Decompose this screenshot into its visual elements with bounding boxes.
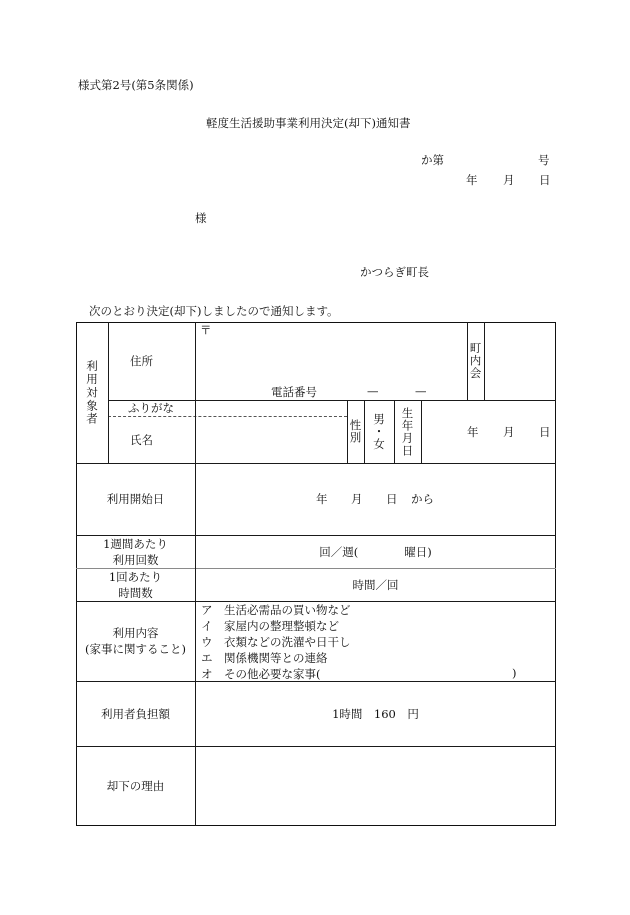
service-content-item: オ その他必要な家事( <box>201 667 321 681</box>
address-label: 住所 <box>130 354 153 368</box>
sex-label-cell <box>347 400 364 463</box>
service-content-label-line: 利用内容 <box>112 626 159 640</box>
service-content-item: エ 関係機関等との連絡 <box>201 651 328 665</box>
rejection-reason-field <box>195 746 556 826</box>
service-content-item: ア 生活必需品の買い物など <box>201 603 351 617</box>
session-hours-value-cell <box>195 568 556 601</box>
service-content-list <box>201 602 351 682</box>
weekly-count-label-line: 利用回数 <box>112 552 159 567</box>
birthdate-label: 生年月日 <box>400 406 415 457</box>
phone-label: 電話番号 <box>271 385 317 399</box>
birthdate-month: 月 <box>503 425 515 439</box>
document-number-suffix: 号 <box>538 153 550 167</box>
start-date-year: 年 <box>316 492 328 506</box>
session-hours-label-line: 時間数 <box>118 585 153 600</box>
table-vertical-rule <box>108 322 109 463</box>
session-hours-label-line: 1回あたり <box>108 569 163 584</box>
rejection-reason-label-cell <box>76 746 195 826</box>
recipient-honorific: 様 <box>195 211 207 225</box>
issue-date-month: 月 <box>503 173 515 187</box>
neighborhood-label-cell <box>467 322 484 400</box>
postal-mark: 〒 <box>200 323 212 337</box>
service-content-item: イ 家屋内の整理整頓など <box>201 619 339 633</box>
user-fee-value: 1時間 160 円 <box>332 706 419 721</box>
form-number: 様式第2号(第5条関係) <box>78 78 194 92</box>
service-content-closing-paren: ) <box>512 666 517 680</box>
start-date-label: 利用開始日 <box>106 492 165 506</box>
intro-sentence: 次のとおり決定(却下)しましたので通知します。 <box>89 304 339 318</box>
service-content-item: ウ 衣類などの洗濯や日干し <box>201 635 351 649</box>
name-label: 氏名 <box>130 433 153 447</box>
weekly-count-label-line: 1週間あたり <box>103 536 168 551</box>
furigana-label: ふりがな <box>128 401 174 415</box>
birthdate-label-cell <box>394 400 421 463</box>
sex-options-cell <box>364 400 394 463</box>
rejection-reason-label: 却下の理由 <box>106 779 165 793</box>
session-hours-value: 時間／回 <box>352 577 399 592</box>
issue-date-year: 年 <box>466 173 478 187</box>
birthdate-year: 年 <box>467 425 479 439</box>
start-date-month: 月 <box>351 492 363 506</box>
user-fee-value-cell <box>195 681 556 746</box>
session-hours-label-cell <box>76 568 195 601</box>
document-number-prefix: か第 <box>421 153 444 167</box>
name-field <box>195 400 347 463</box>
start-date-suffix: から <box>411 492 434 506</box>
sex-label: 性別 <box>348 419 363 444</box>
phone-separator: — <box>367 384 379 398</box>
birthdate-day: 日 <box>539 425 551 439</box>
sex-options: 男・女 <box>372 412 386 451</box>
issuer-name: かつらぎ町長 <box>360 265 429 279</box>
user-fee-label-cell <box>76 681 195 746</box>
phone-separator: — <box>415 384 427 398</box>
start-date-label-cell <box>76 463 195 535</box>
subject-label: 利用対象者 <box>85 359 99 426</box>
table-vertical-rule <box>421 400 422 463</box>
subject-label-cell <box>76 322 108 463</box>
user-fee-label: 利用者負担額 <box>101 706 170 721</box>
neighborhood-label: 町内会 <box>468 342 483 380</box>
weekly-count-label-cell <box>76 535 195 568</box>
document-title: 軽度生活援助事業利用決定(却下)通知書 <box>206 116 411 130</box>
weekly-count-value: 回／週( 曜日) <box>319 544 432 559</box>
service-content-label-line: (家事に関すること) <box>85 642 186 656</box>
neighborhood-field <box>484 322 556 400</box>
service-content-label-cell <box>76 601 195 681</box>
weekly-count-value-cell <box>195 535 556 568</box>
issue-date-day: 日 <box>539 173 551 187</box>
start-date-day: 日 <box>386 492 398 506</box>
